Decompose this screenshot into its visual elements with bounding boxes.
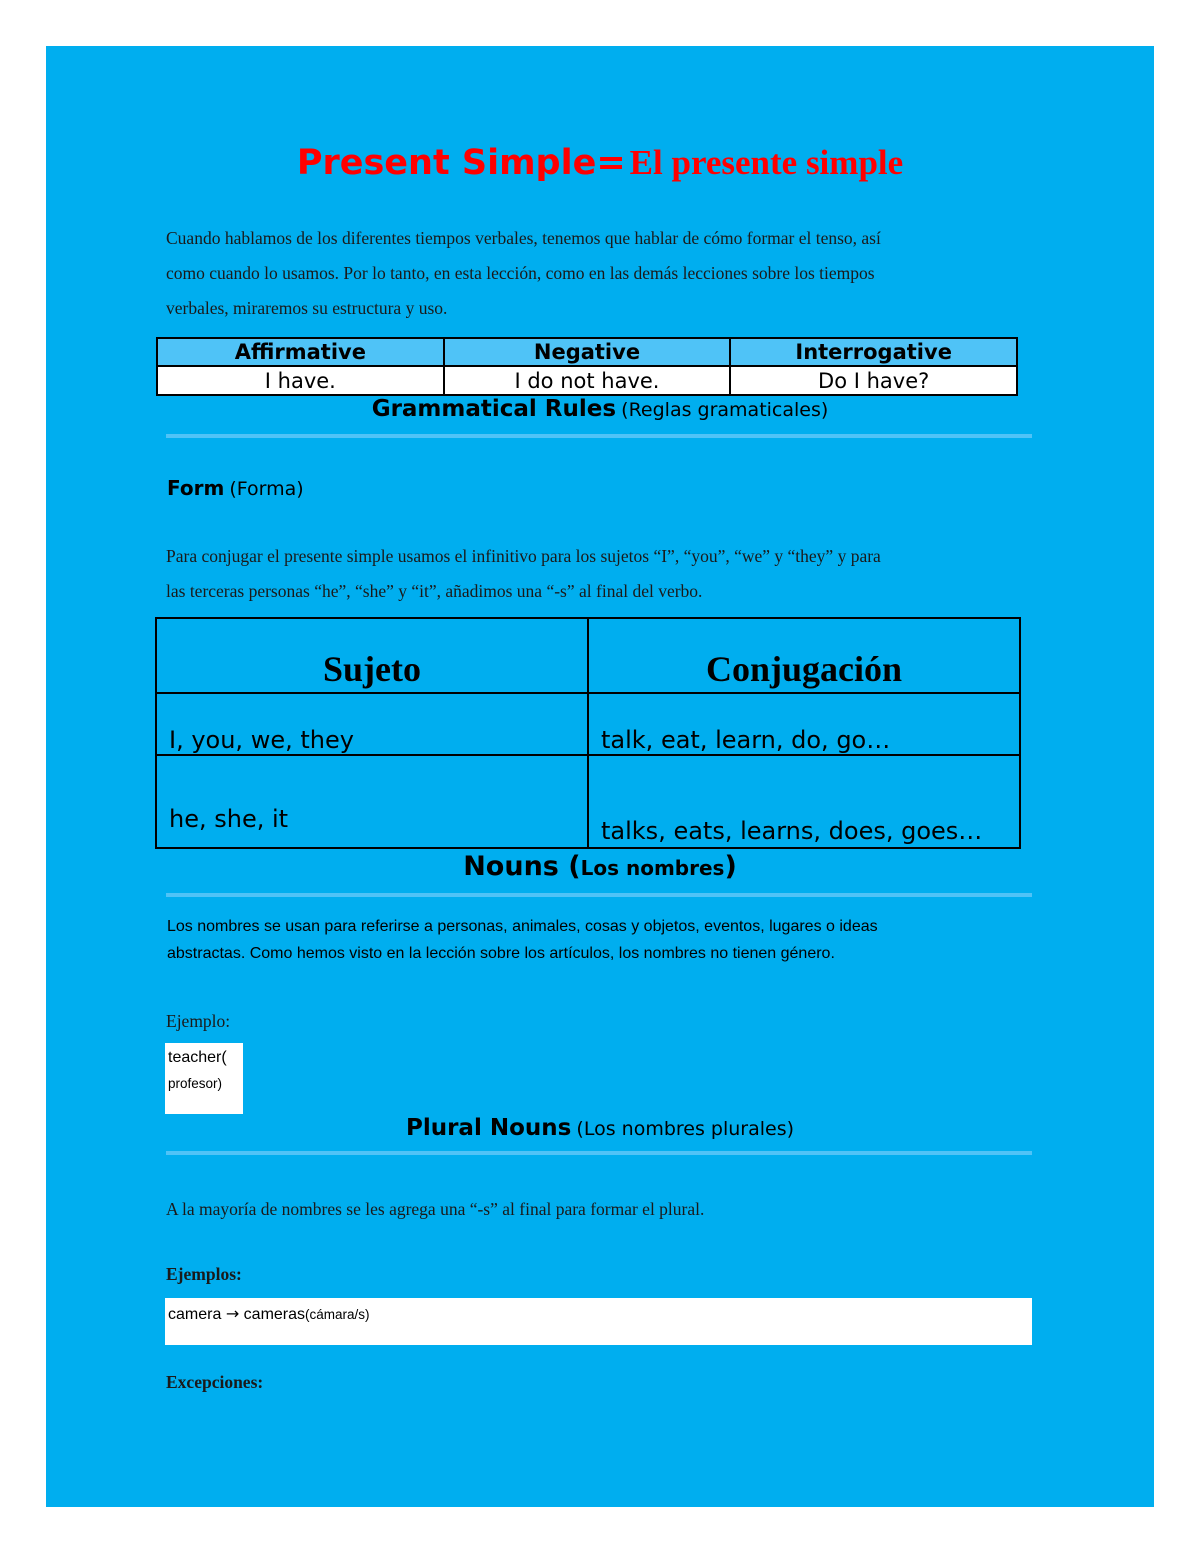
noun-example-box [165, 1043, 243, 1114]
header-affirmative: Affirmative [157, 338, 444, 366]
plural-example-box [165, 1298, 1032, 1345]
form-line: las terceras personas “he”, “she” y “it”, añadimos una “-s” al final del verbo. [166, 581, 703, 601]
example-word: camera [168, 1306, 222, 1323]
heading-title: Plural Nouns [405, 1115, 572, 1141]
intro-line: Cuando hablamos de los diferentes tiempos verbales, tenemos que hablar de cómo formar el tenso, así [166, 228, 881, 248]
heading-subtitle: (Los nombres plurales) [576, 1118, 795, 1140]
grammatical-rules-heading [46, 396, 1154, 422]
conjugation-cell: talks, eats, learns, does, goes… [588, 755, 1020, 848]
example-word: teacher( [168, 1049, 227, 1066]
header-negative: Negative [444, 338, 731, 366]
subject-cell: he, she, it [156, 755, 588, 848]
header-subject: Sujeto [156, 618, 588, 693]
exceptions-label: Excepciones: [166, 1372, 264, 1392]
heading-title: Nouns ( [463, 851, 581, 882]
example-translation: (cámara/s) [305, 1307, 370, 1322]
page-title [46, 143, 1154, 183]
heading-title: Grammatical Rules [371, 396, 617, 422]
form-line: Para conjugar el presente simple usamos el infinitivo para los sujetos “I”, “you”, “we” y “they” y para [166, 546, 881, 566]
header-conjugation: Conjugación [588, 618, 1020, 693]
example-plural: cameras [243, 1306, 306, 1323]
heading-subtitle: (Reglas gramaticales) [621, 399, 829, 421]
plural-rule: A la mayoría de nombres se les agrega una “-s” al final para formar el plural. [166, 1199, 705, 1219]
form-heading [167, 476, 304, 500]
intro-line: como cuando lo usamos. Por lo tanto, en esta lección, como en las demás lecciones sobre los tiempos [166, 263, 875, 283]
title-spanish: El presente simple [629, 143, 904, 182]
example-translation: profesor) [168, 1076, 223, 1091]
arrow-right-icon: → [225, 1304, 240, 1323]
forms-table [156, 337, 1018, 396]
heading-close: ) [724, 851, 737, 882]
conjugation-table [155, 617, 1021, 849]
title-english: Present Simple= [296, 143, 626, 183]
header-interrogative: Interrogative [730, 338, 1017, 366]
document-page [46, 46, 1154, 1507]
cell-interrogative: Do I have? [730, 366, 1017, 395]
form-paragraph [166, 539, 1086, 609]
plural-nouns-heading [46, 1115, 1154, 1141]
examples-label: Ejemplos: [166, 1264, 242, 1284]
nouns-line: abstractas. Como hemos visto en la lección sobre los artículos, los nombres no tienen género. [167, 945, 835, 962]
section-divider [166, 1151, 1032, 1155]
subject-cell: I, you, we, they [156, 693, 588, 755]
section-divider [166, 893, 1032, 897]
plural-example [168, 1304, 370, 1324]
form-title: Form [167, 476, 225, 500]
nouns-line: Los nombres se usan para referirse a personas, animales, cosas y objetos, eventos, lugares o ideas [167, 918, 878, 935]
cell-affirmative: I have. [157, 366, 444, 395]
intro-line: verbales, miraremos su estructura y uso. [166, 298, 448, 318]
example-label: Ejemplo: [166, 1011, 231, 1031]
form-subtitle: (Forma) [229, 478, 304, 500]
intro-paragraph [166, 221, 1086, 326]
conjugation-cell: talk, eat, learn, do, go… [588, 693, 1020, 755]
section-divider [166, 434, 1032, 438]
cell-negative: I do not have. [444, 366, 731, 395]
nouns-paragraph [167, 913, 1087, 967]
nouns-heading [46, 851, 1154, 882]
heading-subtitle: Los nombres [580, 856, 725, 880]
